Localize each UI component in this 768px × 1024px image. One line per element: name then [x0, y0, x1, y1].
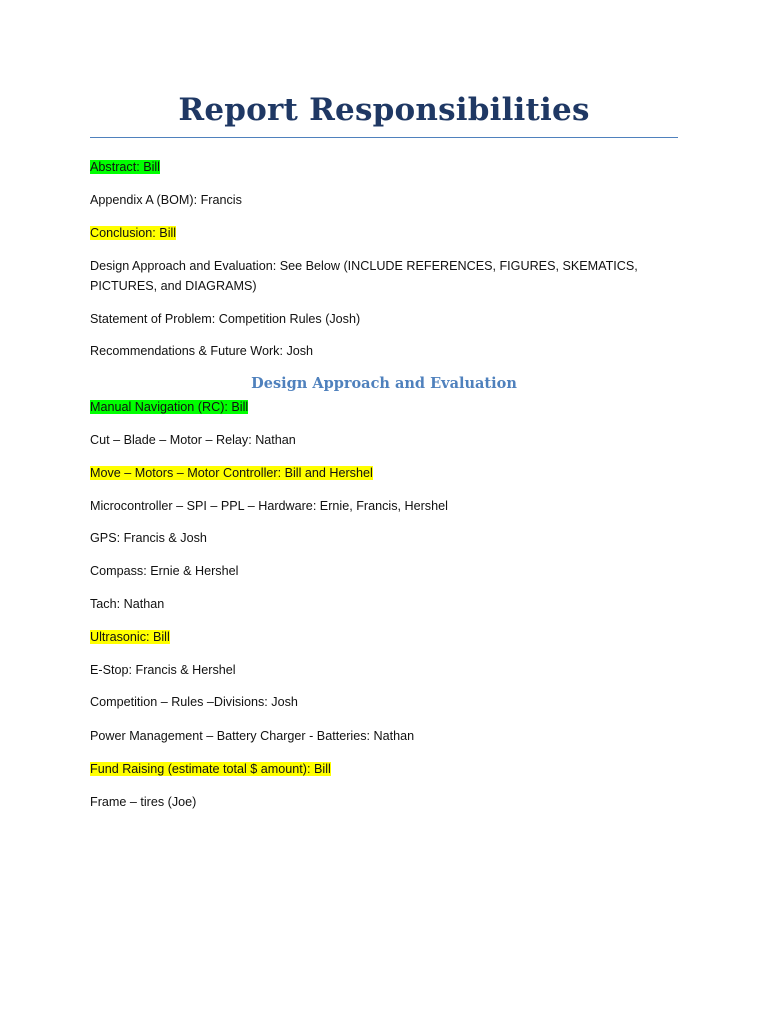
report-item-text: Design Approach and Evaluation: See Below (INCLUDE REFERENCES, FIGURES, SKEMATICS, PICTURES, and DIAGRAMS): [90, 259, 638, 293]
report-item-text: Abstract: Bill: [90, 160, 160, 174]
design-item-text: Compass: Ernie & Hershel: [90, 564, 239, 578]
design-item-text: GPS: Francis & Josh: [90, 531, 207, 545]
document-title: Report Responsibilities: [178, 92, 590, 128]
design-item-text: Microcontroller – SPI – PPL – Hardware: Ernie, Francis, Hershel: [90, 499, 448, 513]
design-item-cut: [90, 430, 680, 450]
report-item-statement-of-problem: [90, 309, 680, 329]
report-item-text: Recommendations & Future Work: Josh: [90, 344, 314, 358]
report-item-text: Conclusion: Bill: [90, 226, 177, 240]
design-item-frame: [90, 792, 680, 812]
design-item-compass: [90, 561, 680, 581]
report-item-abstract: [90, 157, 680, 177]
design-item-text: Fund Raising (estimate total $ amount): Bill: [90, 762, 331, 776]
design-item-text: E-Stop: Francis & Hershel: [90, 663, 236, 677]
design-item-ultrasonic: [90, 627, 680, 647]
report-item-appendix: [90, 190, 680, 210]
design-item-text: Cut – Blade – Motor – Relay: Nathan: [90, 433, 296, 447]
design-item-text: Competition – Rules –Divisions: Josh: [90, 695, 298, 709]
report-item-design-approach: [90, 256, 670, 296]
design-item-estop: [90, 660, 680, 680]
report-item-recommendations: [90, 341, 680, 361]
design-item-text: Move – Motors – Motor Controller: Bill and Hershel: [90, 466, 373, 480]
title-underline: [90, 137, 678, 138]
report-item-text: Appendix A (BOM): Francis: [90, 193, 242, 207]
design-item-competition: [90, 692, 680, 712]
design-item-text: Power Management – Battery Charger - Batteries: Nathan: [90, 729, 415, 743]
report-item-text: Statement of Problem: Competition Rules (Josh): [90, 312, 361, 326]
design-item-move: [90, 463, 680, 483]
section-heading: Design Approach and Evaluation: [251, 375, 517, 392]
design-item-text: Manual Navigation (RC): Bill: [90, 400, 249, 414]
design-item-gps: [90, 528, 680, 548]
design-item-text: Frame – tires (Joe): [90, 795, 197, 809]
design-item-microcontroller: [90, 496, 680, 516]
design-item-text: Ultrasonic: Bill: [90, 630, 170, 644]
report-item-conclusion: [90, 223, 680, 243]
design-item-power-management: [90, 726, 680, 746]
design-item-fund-raising: [90, 759, 680, 779]
design-item-tach: [90, 594, 680, 614]
design-item-manual-navigation: [90, 397, 680, 417]
design-item-text: Tach: Nathan: [90, 597, 165, 611]
